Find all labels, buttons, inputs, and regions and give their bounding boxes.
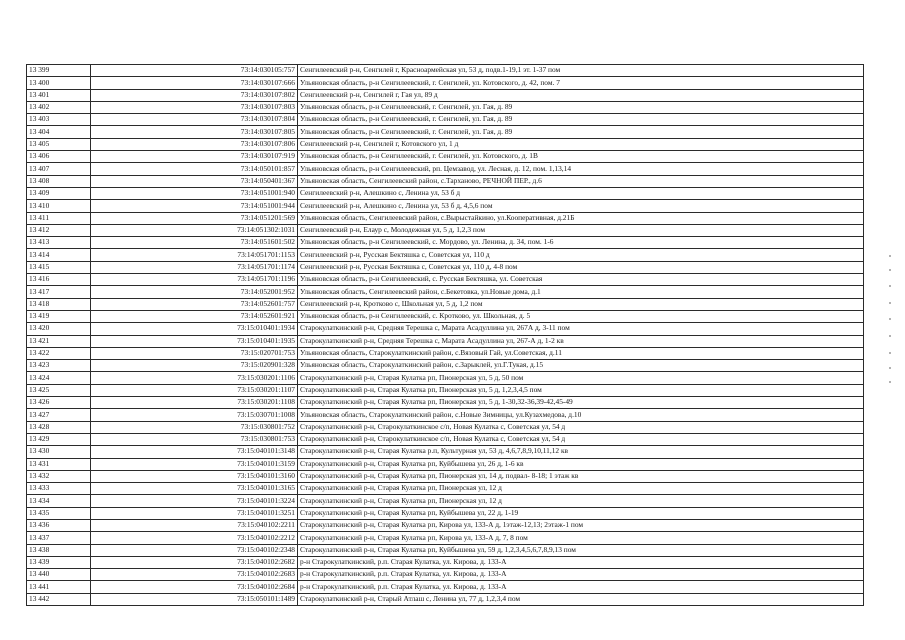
address-cell: Старокулаткинский р-н, Старая Кулатка рп, Куйбышева ул, 26 д, 1-6 кв [298,458,864,470]
address-cell: Старокулаткинский р-н, Старая Кулатка рп, Пионерская ул, 5 д, 1,2,3,4,5 пом [298,384,864,396]
cadastral-number-cell: 73:15:040102:2684 [91,581,298,593]
row-number-cell: 13 400 [27,77,91,89]
table-row [27,274,864,286]
row-number-cell: 13 409 [27,187,91,199]
address-cell: Сенгилеевский р-н, Русская Бектяшка с, Советская ул, 110 д [298,249,864,261]
row-number-cell: 13 410 [27,200,91,212]
address-cell: р-н Старокулаткинский, р.п. Старая Кулатка, ул. Кирова, д. 133-А [298,569,864,581]
cadastral-number-cell: 73:14:050101:857 [91,163,298,175]
address-cell: Старокулаткинский р-н, Старый Атлаш с, Ленина ул, 77 д, 1,2,3,4 пом [298,593,864,605]
address-cell: Старокулаткинский р-н, Старая Кулатка рп, Пионерская ул, 5 д, 50 пом [298,372,864,384]
cadastral-number-cell: 73:15:030701:1008 [91,409,298,421]
cadastral-number-cell: 73:15:030801:753 [91,433,298,445]
row-number-cell: 13 441 [27,581,91,593]
row-number-cell: 13 417 [27,286,91,298]
cadastral-number-cell: 73:14:052601:921 [91,310,298,322]
address-cell: Старокулаткинский р-н, Старокулаткинское с/п, Новая Кулатка с, Советская ул, 54 д [298,421,864,433]
cadastral-number-cell: 73:15:040101:3251 [91,507,298,519]
cadastral-number-cell: 73:15:030201:1107 [91,384,298,396]
row-number-cell: 13 418 [27,298,91,310]
address-cell: Старокулаткинский р-н, Старая Кулатка рп, Кирова ул, 133-А д, 7, 8 пом [298,532,864,544]
cadastral-number-cell: 73:14:030107:806 [91,138,298,150]
address-cell: Ульяновская область, Сенгилеевский район, с.Вырыстайкино, ул.Кооперативная, д.21Б [298,212,864,224]
row-number-cell: 13 421 [27,335,91,347]
table-row [27,347,864,359]
table-row [27,421,864,433]
cadastral-number-cell: 73:15:050101:1489 [91,593,298,605]
address-cell: Ульяновская область, р-н Сенгилеевский, г. Сенгилей, ул. Котовского, д. 42, пом. 7 [298,77,864,89]
row-number-cell: 13 423 [27,360,91,372]
table-row [27,397,864,409]
table-row [27,175,864,187]
row-number-cell: 13 403 [27,114,91,126]
table-row [27,581,864,593]
cadastral-number-cell: 73:14:050401:367 [91,175,298,187]
table-row [27,593,864,605]
row-number-cell: 13 426 [27,397,91,409]
row-number-cell: 13 439 [27,556,91,568]
row-number-cell: 13 402 [27,101,91,113]
address-cell: Ульяновская область, р-н Сенгилеевский, г. Сенгилей, ул. Гая, д. 89 [298,101,864,113]
address-cell: Сенгилеевский р-н, Алешкино с, Ленина ул, 53 б д, 4,5,6 пом [298,200,864,212]
table-row [27,433,864,445]
address-cell: р-н Старокулаткинский, р.п. Старая Кулатка, ул. Кирова, д. 133-А [298,556,864,568]
address-cell: Ульяновская область, р-н Сенгилеевский, г. Сенгилей, ул. Котовского, д. 1В [298,151,864,163]
row-number-cell: 13 408 [27,175,91,187]
cadastral-number-cell: 73:15:040102:2683 [91,569,298,581]
address-cell: Ульяновская область, р-н Сенгилеевский, рп. Цемзавод, ул. Лесная, д. 12, пом. 1,13,14 [298,163,864,175]
address-cell: Ульяновская область, р-н Сенгилеевский, г. Сенгилей, ул. Гая, д. 89 [298,114,864,126]
cadastral-number-cell: 73:14:051001:940 [91,187,298,199]
address-cell: Ульяновская область, р-н Сенгилеевский, г. Сенгилей, ул. Гая, д. 89 [298,126,864,138]
scan-edge-marks [889,255,895,385]
table-row [27,360,864,372]
cadastral-number-cell: 73:14:051701:1174 [91,261,298,273]
table-row [27,323,864,335]
address-cell: Ульяновская область, Старокулаткинский район, с.Новые Зимницы, ул.Кузахмедова, д.10 [298,409,864,421]
row-number-cell: 13 430 [27,446,91,458]
address-cell: Старокулаткинский р-н, Старая Кулатка рп, Пионерская ул, 12 д [298,495,864,507]
table-row [27,372,864,384]
address-cell: Старокулаткинский р-н, Старая Кулатка рп, Пионерская ул, 14 д, подвал- 8-18; 1 этаж кв [298,470,864,482]
address-cell: Ульяновская область, Сенгилеевский район, с.Бекетовка, ул.Новые дома, д.1 [298,286,864,298]
address-cell: Сенгилеевский р-н, Кротково с, Школьная ул, 5 д, 1,2 пом [298,298,864,310]
address-cell: Ульяновская область, Старокулаткинский район, с.Зарыклей, ул.Г.Тукая, д.15 [298,360,864,372]
row-number-cell: 13 424 [27,372,91,384]
address-cell: Старокулаткинский р-н, Старая Кулатка рп, Пионерская ул, 5 д, 1-30,32-36,39-42,45-49 [298,397,864,409]
table-row [27,507,864,519]
table-row [27,261,864,273]
address-cell: Старокулаткинский р-н, Старокулаткинское с/п, Новая Кулатка с, Советская ул, 54 д [298,433,864,445]
row-number-cell: 13 419 [27,310,91,322]
address-cell: Старокулаткинский р-н, Средняя Терешка с, Марата Асадуллина ул, 267-А д, 1-2 кв [298,335,864,347]
cadastral-number-cell: 73:15:010401:1935 [91,335,298,347]
table-row [27,569,864,581]
row-number-cell: 13 405 [27,138,91,150]
table-row [27,335,864,347]
cadastral-number-cell: 73:14:051201:569 [91,212,298,224]
table-row [27,65,864,77]
row-number-cell: 13 420 [27,323,91,335]
cadastral-number-cell: 73:15:040102:2212 [91,532,298,544]
address-cell: Сенгилеевский р-н, Сенгилей г, Котовского ул, 1 д [298,138,864,150]
row-number-cell: 13 442 [27,593,91,605]
table-row [27,249,864,261]
table-row [27,77,864,89]
cadastral-number-cell: 73:15:040101:3160 [91,470,298,482]
address-cell: Старокулаткинский р-н, Старая Кулатка рп, Куйбышева ул, 22 д, 1-19 [298,507,864,519]
table-row [27,409,864,421]
address-cell: Сенгилеевский р-н, Елаур с, Молодежная ул, 5 д, 1,2,3 пом [298,224,864,236]
table-row [27,237,864,249]
cadastral-number-cell: 73:15:040101:3159 [91,458,298,470]
table-row [27,532,864,544]
address-cell: Старокулаткинский р-н, Старая Кулатка р.п, Культурная ул, 53 д, 4,6,7,8,9,10,11,12 кв [298,446,864,458]
table-row [27,224,864,236]
cadastral-number-cell: 73:15:030201:1108 [91,397,298,409]
cadastral-number-cell: 73:15:040102:2682 [91,556,298,568]
row-number-cell: 13 413 [27,237,91,249]
row-number-cell: 13 434 [27,495,91,507]
registry-table-body [27,65,864,606]
address-cell: Старокулаткинский р-н, Старая Кулатка рп, Куйбышева ул, 59 д, 1,2,3,4,5,6,7,8,9,13 пом [298,544,864,556]
address-cell: Ульяновская область, р-н Сенгилеевский, с. Кротково, ул. Школьная, д. 5 [298,310,864,322]
cadastral-number-cell: 73:14:030107:802 [91,89,298,101]
cadastral-number-cell: 73:15:010401:1934 [91,323,298,335]
cadastral-number-cell: 73:14:030107:804 [91,114,298,126]
table-row [27,286,864,298]
table-row [27,556,864,568]
row-number-cell: 13 412 [27,224,91,236]
cadastral-number-cell: 73:15:030201:1106 [91,372,298,384]
table-row [27,151,864,163]
row-number-cell: 13 438 [27,544,91,556]
property-registry-table [26,64,864,606]
row-number-cell: 13 414 [27,249,91,261]
address-cell: Ульяновская область, Старокулаткинский район, с.Вязовый Гай, ул.Советская, д.11 [298,347,864,359]
table-row [27,458,864,470]
cadastral-number-cell: 73:14:052601:757 [91,298,298,310]
cadastral-number-cell: 73:15:040101:3165 [91,483,298,495]
table-row [27,101,864,113]
row-number-cell: 13 436 [27,519,91,531]
address-cell: Старокулаткинский р-н, Средняя Терешка с, Марата Асадуллина ул, 267А д, 3-11 пом [298,323,864,335]
address-cell: р-н Старокулаткинский, р.п. Старая Кулатка, ул. Кирова, д. 133-А [298,581,864,593]
table-row [27,298,864,310]
address-cell: Старокулаткинский р-н, Старая Кулатка рп, Пионерская ул, 12 д [298,483,864,495]
cadastral-number-cell: 73:14:030105:757 [91,65,298,77]
table-row [27,470,864,482]
row-number-cell: 13 432 [27,470,91,482]
address-cell: Ульяновская область, р-н Сенгилеевский, с. Мордово, ул. Ленина, д. 34, пом. 1-6 [298,237,864,249]
cadastral-number-cell: 73:14:051302:1031 [91,224,298,236]
row-number-cell: 13 406 [27,151,91,163]
row-number-cell: 13 429 [27,433,91,445]
cadastral-number-cell: 73:14:030107:805 [91,126,298,138]
cadastral-number-cell: 73:15:030801:752 [91,421,298,433]
row-number-cell: 13 433 [27,483,91,495]
address-cell: Старокулаткинский р-н, Старая Кулатка рп, Кирова ул, 133-А д, 1этаж-12,13; 2этаж-1 пом [298,519,864,531]
address-cell: Сенгилеевский р-н, Сенгилей г, Красноармейская ул, 53 д, подв.1-19,1 эт. 1-37 пом [298,65,864,77]
table-row [27,310,864,322]
cadastral-number-cell: 73:14:052001:952 [91,286,298,298]
row-number-cell: 13 404 [27,126,91,138]
row-number-cell: 13 416 [27,274,91,286]
table-row [27,495,864,507]
table-row [27,519,864,531]
row-number-cell: 13 431 [27,458,91,470]
cadastral-number-cell: 73:15:040101:3224 [91,495,298,507]
cadastral-number-cell: 73:14:051601:502 [91,237,298,249]
cadastral-number-cell: 73:15:020901:328 [91,360,298,372]
cadastral-number-cell: 73:14:030107:803 [91,101,298,113]
table-row [27,187,864,199]
table-row [27,483,864,495]
table-row [27,200,864,212]
address-cell: Ульяновская область, р-н Сенгилеевский, с. Русская Бектяшка, ул. Советская [298,274,864,286]
address-cell: Сенгилеевский р-н, Сенгилей г, Гая ул, 89 д [298,89,864,101]
cadastral-number-cell: 73:14:051701:1196 [91,274,298,286]
cadastral-number-cell: 73:15:040102:2211 [91,519,298,531]
table-row [27,544,864,556]
row-number-cell: 13 440 [27,569,91,581]
address-cell: Ульяновская область, Сенгилеевский район, с.Тарханово, РЕЧНОЙ ПЕР., д.6 [298,175,864,187]
address-cell: Сенгилеевский р-н, Русская Бектяшка с, Советская ул, 110 д, 4-8 пом [298,261,864,273]
cadastral-number-cell: 73:15:040102:2348 [91,544,298,556]
row-number-cell: 13 399 [27,65,91,77]
row-number-cell: 13 407 [27,163,91,175]
table-row [27,138,864,150]
table-row [27,212,864,224]
cadastral-number-cell: 73:14:051001:944 [91,200,298,212]
row-number-cell: 13 435 [27,507,91,519]
row-number-cell: 13 428 [27,421,91,433]
table-row [27,446,864,458]
row-number-cell: 13 422 [27,347,91,359]
row-number-cell: 13 411 [27,212,91,224]
cadastral-number-cell: 73:15:040101:3148 [91,446,298,458]
table-row [27,384,864,396]
row-number-cell: 13 401 [27,89,91,101]
row-number-cell: 13 427 [27,409,91,421]
cadastral-number-cell: 73:14:030107:919 [91,151,298,163]
row-number-cell: 13 437 [27,532,91,544]
table-row [27,126,864,138]
cadastral-number-cell: 73:14:030107:666 [91,77,298,89]
table-row [27,163,864,175]
table-row [27,114,864,126]
cadastral-number-cell: 73:14:051701:1153 [91,249,298,261]
address-cell: Сенгилеевский р-н, Алешкино с, Ленина ул, 53 б д [298,187,864,199]
row-number-cell: 13 415 [27,261,91,273]
cadastral-number-cell: 73:15:020701:753 [91,347,298,359]
row-number-cell: 13 425 [27,384,91,396]
table-row [27,89,864,101]
